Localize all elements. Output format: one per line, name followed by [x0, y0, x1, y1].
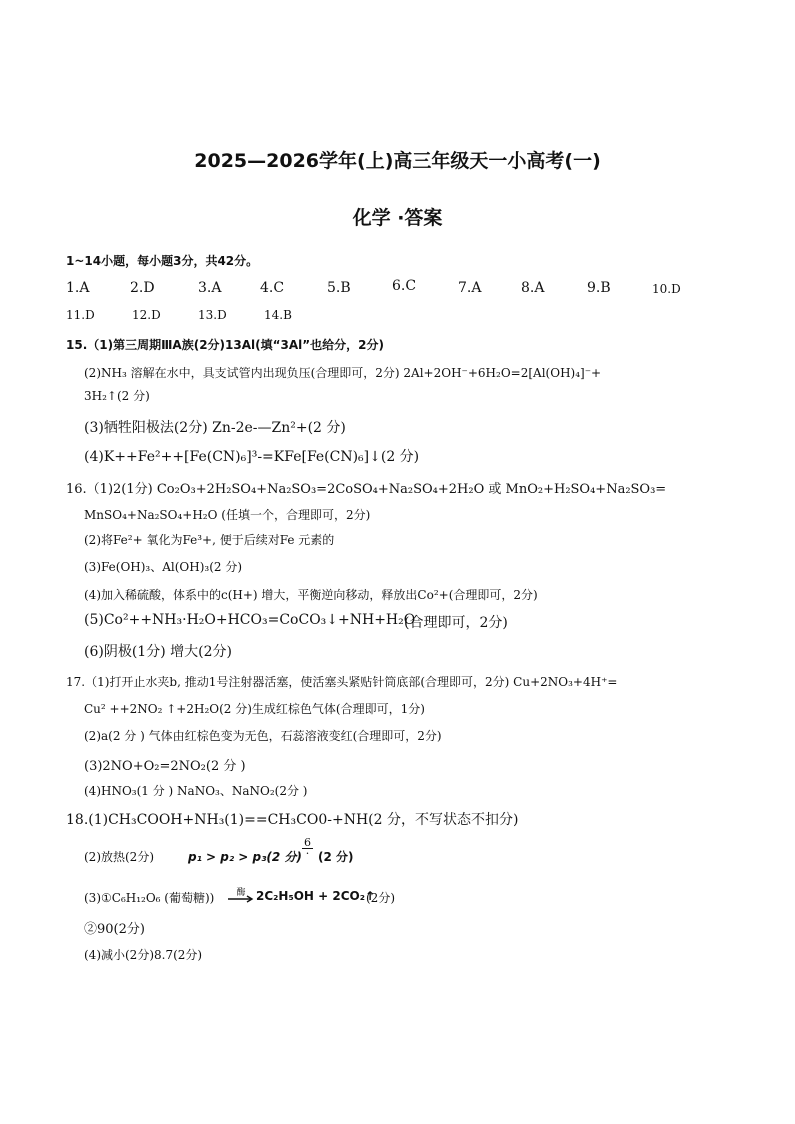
q15-line-2: (2)NH₃ 溶解在水中，具支试管内出现负压(合理即可，2分) 2Al+2OH⁻+6H₂O=2[Al(OH)₄]⁻+: [84, 366, 602, 380]
answer-2: 2.D: [130, 280, 155, 296]
q17-line-5: (4)HNO₃(1 分 ) NaNO₃、NaNO₂(2分 ): [84, 784, 308, 798]
q18-line-5: (4)减小(2分)8.7(2分): [84, 948, 203, 962]
q18-reaction-arrow: [228, 889, 254, 908]
q18-fraction-numerator: 6: [304, 836, 311, 849]
q17-line-1: 17.（1)打开止水夹b, 推动1号注射器活塞，使活塞头紧贴针筒底部(合理即可，2分) Cu+2NO₃+4H⁺=: [66, 675, 618, 689]
answer-13: 13.D: [198, 308, 227, 322]
q18-line-2c: (2 分): [318, 850, 354, 864]
answer-9: 9.B: [587, 280, 611, 296]
q18-fraction: [296, 838, 313, 859]
q16-line-7: (6)阴极(1分) 增大(2分): [84, 644, 232, 660]
q16-line-6a: (5)Co²++NH₃·H₂O+HCO₃=CoCO₃↓+NH+H₂O: [84, 612, 416, 628]
q16-line-2: MnSO₄+Na₂SO₄+H₂O (任填一个，合理即可，2分): [84, 508, 371, 522]
answer-12: 12.D: [132, 308, 161, 322]
q18-arrow-label: 酶: [236, 888, 246, 898]
q18-line-3a: (3)①C₆H₁₂O₆ (葡萄糖)): [84, 891, 215, 905]
mc-header: 1~14小题，每小题3分，共42分。: [66, 254, 259, 268]
q17-line-2: Cu² ++2NO₂ ↑+2H₂O(2 分)生成红棕色气体(合理即可，1分): [84, 702, 425, 716]
q18-pressure-order: p₁ > p₂ > p₃(2 分): [188, 850, 302, 864]
q15-line-5: (4)K++Fe²++[Fe(CN)₆]³-=KFe[Fe(CN)₆]↓(2 分): [84, 449, 420, 465]
q18-line-1: 18.(1)CH₃COOH+NH₃(1)==CH₃CO0-+NH(2 分，不写状态不扣分): [66, 812, 519, 828]
answer-8: 8.A: [521, 280, 545, 296]
q18-line-4: ②90(2分): [84, 922, 145, 937]
q16-line-5: (4)加入稀硫酸，体系中的c(H+) 增大，平衡逆向移动，释放出Co²+(合理即可，2分): [84, 588, 538, 602]
q16-line-3: (2)将Fe²+ 氧化为Fe³+, 便于后续对Fe 元素的: [84, 533, 335, 547]
answer-3: 3.A: [198, 280, 222, 296]
q17-line-3: (2)a(2 分 ) 气体由红棕色变为无色，石蕊溶液变红(合理即可，2分): [84, 729, 442, 743]
answer-11: 11.D: [66, 308, 95, 322]
answer-7: 7.A: [458, 280, 482, 296]
answer-4: 4.C: [260, 280, 285, 296]
q17-line-4: (3)2NO+O₂=2NO₂(2 分 ): [84, 759, 246, 774]
answer-5: 5.B: [327, 280, 351, 296]
q16-line-4: (3)Fe(OH)₃、Al(OH)₃(2 分): [84, 560, 243, 574]
q16-line-1: 16.（1)2(1分) Co₂O₃+2H₂SO₄+Na₂SO₃=2CoSO₄+Na₂SO₄+2H₂O 或 MnO₂+H₂SO₄+Na₂SO₃=: [66, 482, 667, 497]
answer-1: 1.A: [66, 280, 90, 296]
q18-line-2a: (2)放热(2分): [84, 850, 154, 864]
q16-line-6b: (合理即可，2分): [404, 615, 508, 631]
q15-line-3: 3H₂↑(2 分): [84, 389, 150, 403]
page-subtitle: 化学 ·答案: [352, 207, 443, 229]
page-title: 2025—2026学年(上)高三年级天一小高考(一): [194, 150, 601, 172]
q18-fraction-denominator: ·: [305, 847, 310, 860]
answer-6: 6.C: [392, 278, 417, 294]
answer-14: 14.B: [264, 308, 292, 322]
q15-line-1: 15.（1)第三周期ⅢA族(2分)13Al(填“3Al”也给分，2分): [66, 338, 384, 352]
q18-line-3c: (2分): [366, 891, 395, 905]
q15-line-4: (3)牺牲阳极法(2分) Zn-2e-—Zn²+(2 分): [84, 420, 346, 436]
answer-10: 10.D: [652, 282, 681, 296]
q18-line-3b: 2C₂H₅OH + 2CO₂↑: [256, 889, 376, 903]
